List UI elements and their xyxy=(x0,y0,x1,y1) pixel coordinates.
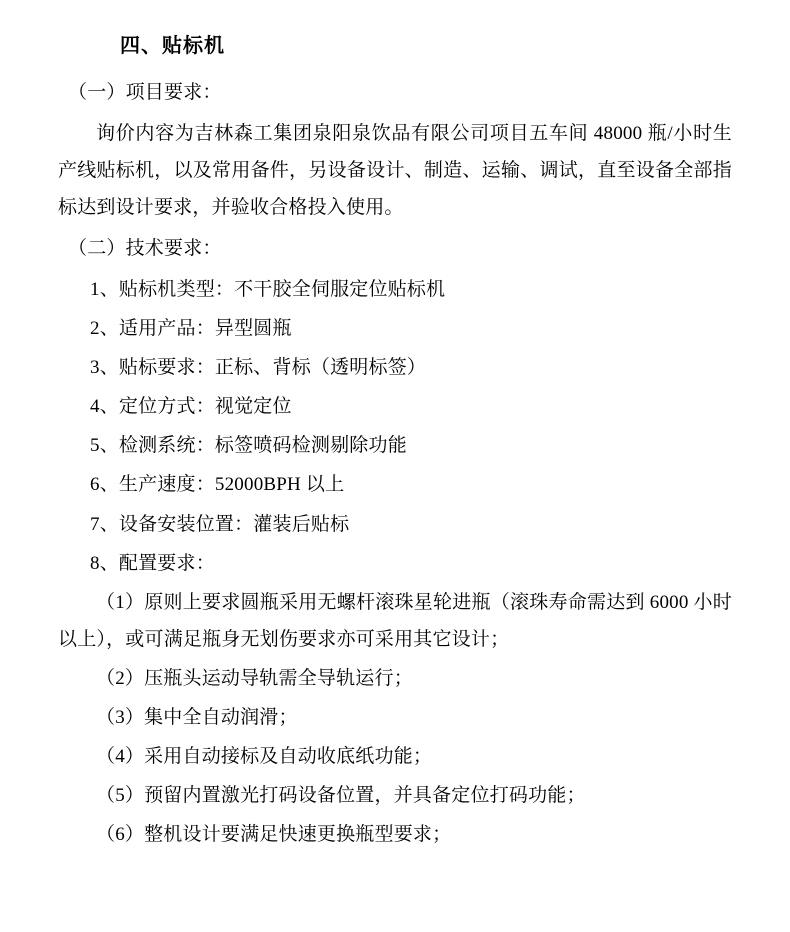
tech-item: 8、配置要求： xyxy=(90,552,215,574)
section-one-title: （一）项目要求： xyxy=(68,82,222,103)
tech-item: 2、适用产品：异型圆瓶 xyxy=(90,318,292,340)
tech-item: 3、贴标要求：正标、背标（透明标签） xyxy=(90,357,427,379)
config-item: （4）采用自动接标及自动收底纸功能； xyxy=(96,745,433,767)
tech-item: 5、检测系统：标签喷码检测剔除功能 xyxy=(90,435,407,457)
page-title: 四、贴标机 xyxy=(120,35,225,57)
tech-item: 7、设备安装位置：灌装后贴标 xyxy=(90,513,350,535)
config-item: （2）压瓶头运动导轨需全导轨运行； xyxy=(96,667,413,689)
section-one-body: 询价内容为吉林森工集团泉阳泉饮品有限公司项目五车间 48000 瓶/小时生产线贴标机，以及常用备件，另设备设计、制造、运输、调试，直至设备全部指标达到设计要求，并验收合格投入使用。 xyxy=(58,123,732,219)
tech-item: 6、生产速度：52000BPH 以上 xyxy=(90,474,345,496)
config-item: （5）预留内置激光打码设备位置，并具备定位打码功能； xyxy=(96,784,586,806)
config-item: （6）整机设计要满足快速更换瓶型要求； xyxy=(96,823,452,845)
tech-item: 1、贴标机类型：不干胶全伺服定位贴标机 xyxy=(90,279,446,301)
tech-item: 4、定位方式：视觉定位 xyxy=(90,396,292,418)
section-two-title: （二）技术要求： xyxy=(68,238,222,260)
config-item: （3）集中全自动润滑； xyxy=(96,706,298,728)
config-item: （1）原则上要求圆瓶采用无螺杆滚珠星轮进瓶（滚珠寿命需达到 6000 小时以上），或可满足瓶身无划伤要求亦可采用其它设计； xyxy=(58,591,732,650)
